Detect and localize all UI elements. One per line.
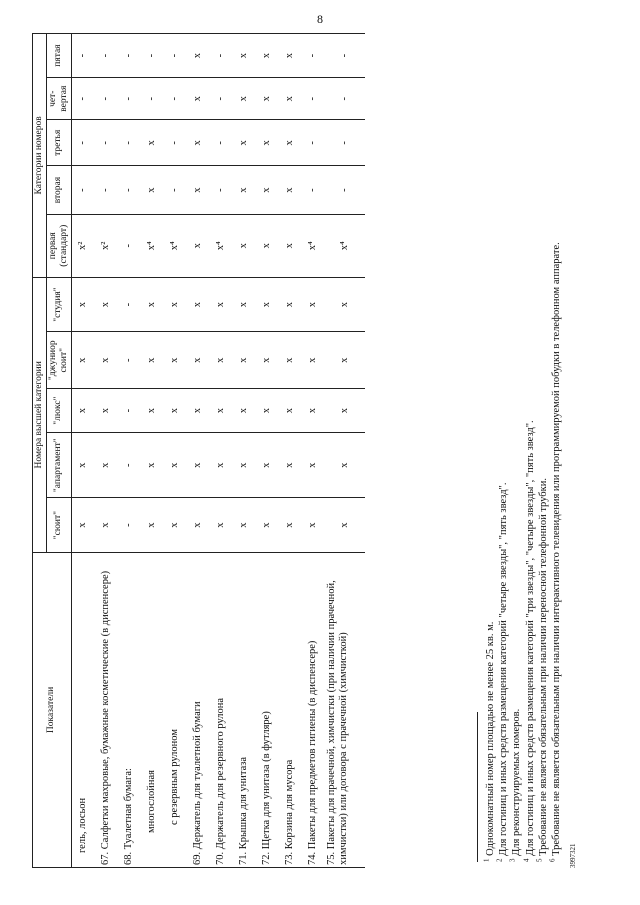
table-cell: x bbox=[71, 498, 95, 553]
row-label: 72. Щетка для унитаза (в футляре) bbox=[256, 552, 279, 867]
col-header-room: третья bbox=[46, 120, 71, 166]
footnote-number: 4 bbox=[522, 858, 531, 862]
table-cell: x bbox=[141, 120, 164, 166]
table-cell: - bbox=[118, 166, 141, 214]
table-cell: x bbox=[256, 433, 279, 498]
row-label: 71. Крышка для унитаза bbox=[233, 552, 256, 867]
table-cell: x bbox=[187, 277, 210, 332]
table-cell: x bbox=[279, 34, 302, 78]
footnote bbox=[484, 42, 497, 862]
table-cell: - bbox=[325, 34, 365, 78]
table-cell: x⁴ bbox=[302, 214, 325, 277]
table-row bbox=[233, 34, 256, 868]
table-cell: x bbox=[71, 277, 95, 332]
table-cell: - bbox=[302, 78, 325, 120]
table-cell: - bbox=[95, 166, 118, 214]
table-cell: x bbox=[210, 332, 233, 389]
footnote-text: Требование не является обязательным при наличии переносной телефонной трубки. bbox=[537, 478, 549, 856]
table-cell: - bbox=[118, 120, 141, 166]
table-cell: x bbox=[256, 120, 279, 166]
table-cell: - bbox=[118, 498, 141, 553]
table-cell: x bbox=[141, 166, 164, 214]
table-cell: x bbox=[302, 389, 325, 433]
table-cell: - bbox=[71, 166, 95, 214]
page-number: 8 bbox=[317, 12, 323, 26]
table-cell: - bbox=[164, 78, 187, 120]
table-cell: x bbox=[233, 166, 256, 214]
table-cell: x bbox=[256, 214, 279, 277]
table-cell: x bbox=[233, 332, 256, 389]
row-label: 68. Туалетная бумага: bbox=[118, 552, 141, 867]
table-cell: x bbox=[256, 166, 279, 214]
footnote bbox=[510, 42, 523, 862]
col-header-high: "люкс" bbox=[46, 389, 71, 433]
table-cell: x bbox=[233, 389, 256, 433]
table-cell: - bbox=[325, 166, 365, 214]
table-cell: - bbox=[95, 34, 118, 78]
row-label: 74. Пакеты для предметов гигиены (в диспенсере) bbox=[302, 552, 325, 867]
col-header-high: "джуниор сюит" bbox=[46, 332, 71, 389]
table-cell: - bbox=[71, 34, 95, 78]
table-cell: x bbox=[256, 332, 279, 389]
table-cell: x² bbox=[71, 214, 95, 277]
table-cell: x bbox=[279, 78, 302, 120]
table-cell: - bbox=[141, 34, 164, 78]
table-cell: x bbox=[302, 332, 325, 389]
table-cell: x bbox=[95, 433, 118, 498]
table-cell: x bbox=[279, 277, 302, 332]
col-header-room: чет-вертая bbox=[46, 78, 71, 120]
table-cell: x bbox=[141, 277, 164, 332]
table-cell: x bbox=[325, 498, 365, 553]
table-cell: x bbox=[256, 34, 279, 78]
table-cell: x⁴ bbox=[325, 214, 365, 277]
footnote bbox=[497, 42, 510, 862]
table-cell: x bbox=[256, 389, 279, 433]
table-cell: x bbox=[233, 498, 256, 553]
table-row bbox=[71, 34, 95, 868]
row-label: 75. Пакеты для прачечной, химчистки (при наличии прачечной, химчистки) или договора с прачечной (химчисткой) bbox=[325, 552, 365, 867]
footnote-number: 2 bbox=[495, 858, 504, 862]
footnotes bbox=[477, 42, 563, 862]
table-cell: x bbox=[302, 498, 325, 553]
table-cell: - bbox=[210, 78, 233, 120]
col-header-high: "апартамент" bbox=[46, 433, 71, 498]
table-cell: - bbox=[71, 120, 95, 166]
table-cell: x bbox=[325, 332, 365, 389]
table-cell: - bbox=[95, 78, 118, 120]
table-row bbox=[187, 34, 210, 868]
table-cell: - bbox=[118, 332, 141, 389]
table-cell: x bbox=[164, 433, 187, 498]
table-cell: x bbox=[325, 433, 365, 498]
footnote bbox=[524, 42, 537, 862]
row-label: 70. Держатель для резервного рулона bbox=[210, 552, 233, 867]
footnote-text: Для гостиниц и иных средств размещения категорий "четыре звезды", "пять звезд". bbox=[498, 482, 510, 856]
table-cell: x bbox=[302, 277, 325, 332]
table-cell: x bbox=[325, 389, 365, 433]
col-header-room: вторая bbox=[46, 166, 71, 214]
table-cell: x bbox=[95, 277, 118, 332]
table-cell: - bbox=[95, 120, 118, 166]
table-cell: - bbox=[118, 78, 141, 120]
col-header-high: "сюит" bbox=[46, 498, 71, 553]
footnote-text: Для гостиниц и иных средств размещения категорий "три звезды", "четыре звезды", "пять звезд". bbox=[524, 420, 536, 856]
row-label: гель, лосьон bbox=[71, 552, 95, 867]
table-row bbox=[164, 34, 187, 868]
table-cell: - bbox=[118, 389, 141, 433]
table-cell: x bbox=[210, 277, 233, 332]
table-cell: x bbox=[279, 214, 302, 277]
table-cell: - bbox=[164, 166, 187, 214]
table-cell: x bbox=[164, 389, 187, 433]
footnote-number: 1 bbox=[482, 858, 491, 862]
doc-code: 3997321 bbox=[569, 843, 577, 868]
table-cell: x bbox=[141, 389, 164, 433]
table-cell: x bbox=[187, 498, 210, 553]
table-row bbox=[279, 34, 302, 868]
table-cell: x bbox=[95, 389, 118, 433]
table-cell: x bbox=[233, 120, 256, 166]
table-cell: - bbox=[302, 34, 325, 78]
table-row bbox=[118, 34, 141, 868]
col-header-indicators: Показатели bbox=[33, 552, 72, 867]
table-cell: x bbox=[210, 389, 233, 433]
footnote bbox=[550, 42, 563, 862]
table-cell: - bbox=[302, 166, 325, 214]
table-cell: x bbox=[141, 498, 164, 553]
group-header-high: Номера высшей категории bbox=[33, 277, 47, 552]
table-cell: x bbox=[279, 332, 302, 389]
table-cell: - bbox=[210, 120, 233, 166]
row-label: 69. Держатель для туалетной бумаги bbox=[187, 552, 210, 867]
table-cell: x bbox=[164, 498, 187, 553]
rotated-page bbox=[22, 33, 592, 868]
table-cell: x bbox=[233, 34, 256, 78]
table-cell: x bbox=[279, 389, 302, 433]
table-cell: x⁴ bbox=[164, 214, 187, 277]
group-header-rooms: Категории номеров bbox=[33, 34, 47, 278]
table-cell: x bbox=[187, 78, 210, 120]
table-cell: x bbox=[95, 498, 118, 553]
table-cell: x bbox=[95, 332, 118, 389]
table-cell: x bbox=[210, 498, 233, 553]
table-cell: x bbox=[71, 433, 95, 498]
table-cell: x bbox=[164, 332, 187, 389]
table-row bbox=[95, 34, 118, 868]
table-cell: - bbox=[302, 120, 325, 166]
col-header-room: первая (стандарт) bbox=[46, 214, 71, 277]
table-body bbox=[71, 34, 365, 868]
table-cell: x bbox=[71, 332, 95, 389]
table-row bbox=[256, 34, 279, 868]
table-cell: x bbox=[210, 433, 233, 498]
footnote-number: 6 bbox=[548, 858, 557, 862]
table-cell: - bbox=[141, 78, 164, 120]
footnote-number: 3 bbox=[508, 858, 517, 862]
table-cell: x bbox=[164, 277, 187, 332]
table-cell: x² bbox=[95, 214, 118, 277]
table-cell: x bbox=[187, 34, 210, 78]
table-cell: - bbox=[164, 34, 187, 78]
row-label: многослойная bbox=[141, 552, 164, 867]
table-cell: - bbox=[325, 78, 365, 120]
table-cell: x⁴ bbox=[141, 214, 164, 277]
table-cell: x bbox=[187, 166, 210, 214]
table-cell: x bbox=[71, 389, 95, 433]
table-cell: x bbox=[279, 166, 302, 214]
table-cell: x bbox=[256, 498, 279, 553]
row-label: 67. Салфетки махровые, бумажные косметические (в диспенсере) bbox=[95, 552, 118, 867]
table-cell: x bbox=[141, 332, 164, 389]
table-cell: x bbox=[233, 78, 256, 120]
table-cell: x bbox=[187, 214, 210, 277]
table-row bbox=[210, 34, 233, 868]
table-cell: x bbox=[187, 389, 210, 433]
table-cell: x bbox=[233, 277, 256, 332]
table-cell: - bbox=[210, 166, 233, 214]
table-cell: x bbox=[279, 498, 302, 553]
footnote-rule bbox=[477, 712, 478, 862]
table-cell: - bbox=[118, 34, 141, 78]
footnote-text: Однокомнатный номер площадью не менее 25 кв. м. bbox=[485, 621, 496, 856]
table-cell: x bbox=[187, 433, 210, 498]
table-cell: - bbox=[325, 120, 365, 166]
table-cell: x bbox=[233, 214, 256, 277]
table-cell: x bbox=[141, 433, 164, 498]
table-cell: x bbox=[302, 433, 325, 498]
table-cell: x bbox=[187, 332, 210, 389]
col-header-room: пятая bbox=[46, 34, 71, 78]
table-cell: x bbox=[187, 120, 210, 166]
footnote-text: Для реконструируемых номеров. bbox=[511, 708, 523, 856]
table-cell: x⁴ bbox=[210, 214, 233, 277]
requirements-table bbox=[32, 33, 365, 868]
table-cell: x bbox=[256, 78, 279, 120]
table-cell: - bbox=[118, 214, 141, 277]
table-cell: x bbox=[233, 433, 256, 498]
table-cell: x bbox=[256, 277, 279, 332]
footnote-number: 5 bbox=[535, 858, 544, 862]
row-label: 73. Корзина для мусора bbox=[279, 552, 302, 867]
table-cell: - bbox=[164, 120, 187, 166]
col-header-high: "студия" bbox=[46, 277, 71, 332]
table-row bbox=[302, 34, 325, 868]
table-cell: x bbox=[325, 277, 365, 332]
footnote bbox=[537, 42, 550, 862]
table-cell: x bbox=[279, 433, 302, 498]
table-cell: - bbox=[118, 277, 141, 332]
footnote-text: Требование не является обязательным при наличии интерактивного телевидения или программируемой побудки в телефонном аппарате. bbox=[551, 242, 563, 856]
row-label: с резервным рулоном bbox=[164, 552, 187, 867]
table-cell: x bbox=[279, 120, 302, 166]
table-cell: - bbox=[210, 34, 233, 78]
table-cell: - bbox=[71, 78, 95, 120]
table-row bbox=[141, 34, 164, 868]
table-row bbox=[325, 34, 365, 868]
table-cell: - bbox=[118, 433, 141, 498]
